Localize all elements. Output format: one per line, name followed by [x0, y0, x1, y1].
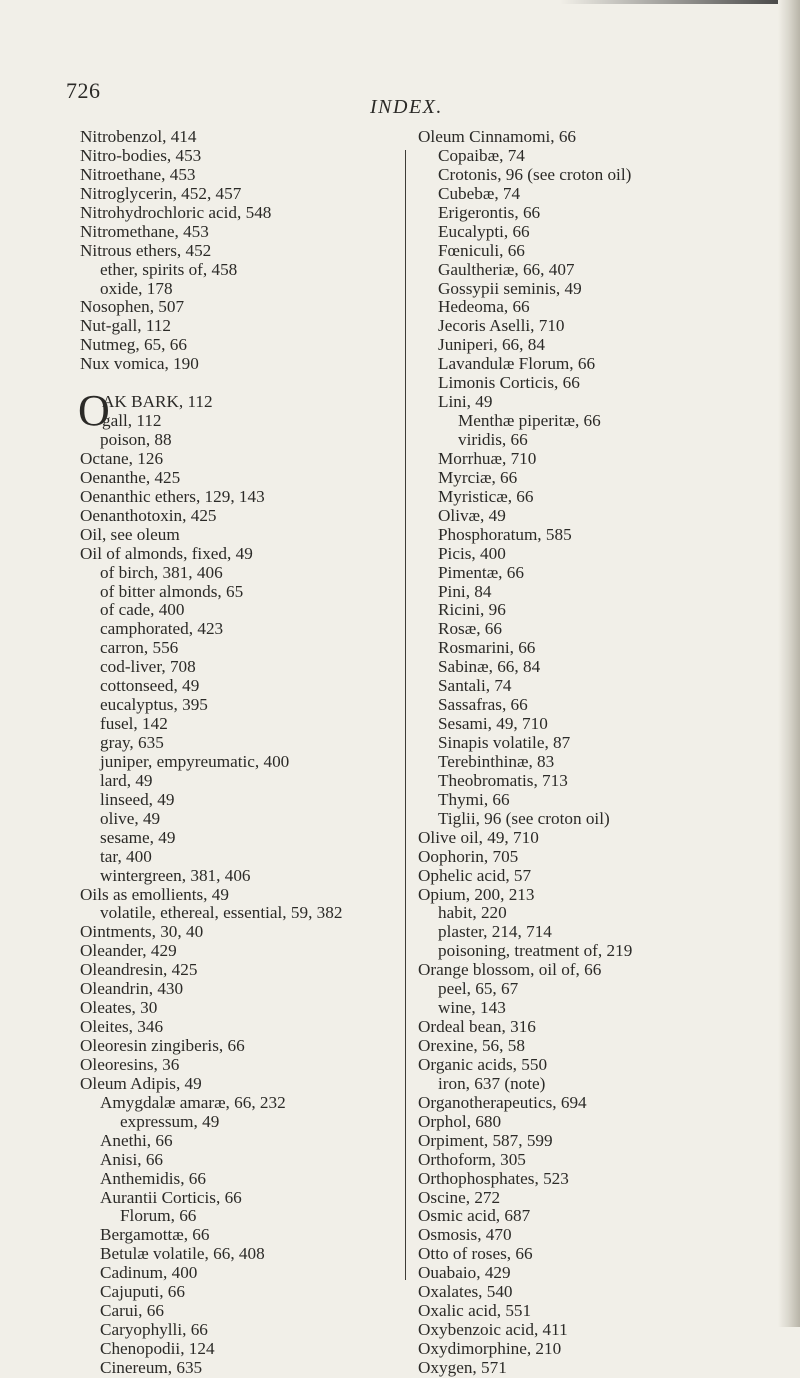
index-entry — [80, 128, 400, 147]
index-entry-text: habit, 220 — [438, 903, 507, 923]
index-entry-text: Bergamottæ, 66 — [100, 1225, 210, 1245]
index-entry-text: Oleandrin, 430 — [80, 979, 184, 999]
index-entry-text: Oleander, 429 — [80, 941, 177, 961]
index-entry-text: Nux vomica, 190 — [80, 354, 199, 374]
index-entry-text: Pimentæ, 66 — [438, 562, 524, 582]
index-entry-text: wintergreen, 381, 406 — [100, 865, 251, 885]
index-entry-text: Oleates, 30 — [80, 998, 158, 1018]
index-entry-text: Olivæ, 49 — [438, 505, 506, 525]
index-entry — [80, 469, 400, 488]
index-entry-text: Osmic acid, 687 — [418, 1206, 531, 1226]
index-entry-text: Caryophylli, 66 — [100, 1320, 208, 1340]
index-entry — [418, 715, 768, 734]
index-entry-text: Phosphoratum, 585 — [438, 524, 572, 544]
index-entry — [80, 1056, 400, 1075]
index-entry — [80, 242, 400, 261]
index-entry — [80, 488, 400, 507]
index-entry-text: Cajuputi, 66 — [100, 1282, 185, 1302]
index-entry-text: Oleum Adipis, 49 — [80, 1073, 202, 1093]
index-entry — [418, 488, 768, 507]
index-entry-text: Juniperi, 66, 84 — [438, 335, 545, 355]
index-entry-text: Carui, 66 — [100, 1301, 164, 1321]
index-entry-text: Oils as emollients, 49 — [80, 884, 229, 904]
index-entry — [418, 1226, 768, 1245]
index-entry — [80, 999, 400, 1018]
index-entry — [418, 431, 768, 450]
index-entry — [418, 336, 768, 355]
index-entry — [80, 431, 400, 450]
index-entry — [80, 848, 400, 867]
index-entry — [80, 753, 400, 772]
index-entry-text: Oleoresin zingiberis, 66 — [80, 1036, 245, 1055]
index-entry — [80, 1207, 400, 1226]
index-entry-text: carron, 556 — [100, 638, 179, 658]
index-entry — [80, 185, 400, 204]
index-entry — [80, 886, 400, 905]
index-entry — [418, 317, 768, 336]
index-entry-text: Oxalates, 540 — [418, 1282, 513, 1302]
index-entry-text: Nitroethane, 453 — [80, 164, 196, 184]
index-entry-text: wine, 143 — [438, 998, 506, 1018]
index-entry-text: Tiglii, 96 (see croton oil) — [438, 808, 610, 828]
index-entry-text: Olive oil, 49, 710 — [418, 827, 539, 847]
index-entry-text: Oxydimorphine, 210 — [418, 1339, 562, 1358]
index-entry-text: of bitter almonds, 65 — [100, 581, 244, 601]
index-entry-text: Chenopodii, 124 — [100, 1339, 215, 1358]
index-entry-text: Oleandresin, 425 — [80, 960, 198, 980]
index-entry-text: Picis, 400 — [438, 543, 506, 563]
index-entry-text: Nut-gall, 112 — [80, 316, 172, 336]
index-entry — [418, 1189, 768, 1208]
index-entry — [418, 204, 768, 223]
index-entry — [418, 886, 768, 905]
index-entry-text: Gossypii seminis, 49 — [438, 278, 582, 298]
index-entry-text: olive, 49 — [100, 808, 161, 828]
index-entry-text: Oophorin, 705 — [418, 846, 519, 866]
index-entry — [80, 601, 400, 620]
index-entry-text: Organotherapeutics, 694 — [418, 1092, 587, 1112]
index-entry-text: Amygdalæ amaræ, 66, 232 — [100, 1092, 286, 1112]
index-entry — [418, 772, 768, 791]
index-entry — [80, 526, 400, 545]
page-header — [0, 78, 800, 118]
index-entry — [418, 923, 768, 942]
index-entry-text: Thymi, 66 — [438, 789, 510, 809]
index-entry-text: Cinereum, 635 — [100, 1357, 203, 1377]
index-entry — [418, 1075, 768, 1094]
index-entry-text: juniper, empyreumatic, 400 — [100, 751, 290, 771]
index-entry — [80, 658, 400, 677]
index-entry — [418, 469, 768, 488]
index-entry — [80, 791, 400, 810]
index-entry — [80, 583, 400, 602]
index-entry — [80, 1037, 400, 1056]
index-entry-text: Octane, 126 — [80, 448, 164, 468]
index-entry — [418, 1037, 768, 1056]
index-entry-text: peel, 65, 67 — [438, 979, 519, 999]
index-entry-text: Oleum Cinnamomi, 66 — [418, 127, 577, 146]
index-entry — [80, 904, 400, 923]
index-entry-text: Fœniculi, 66 — [438, 240, 525, 260]
index-entry — [418, 639, 768, 658]
index-entry-text: Cadinum, 400 — [100, 1263, 198, 1283]
index-entry-text: Lini, 49 — [438, 392, 493, 412]
index-entry-text: gray, 635 — [100, 733, 164, 752]
index-entry — [418, 848, 768, 867]
index-entry-text: Orthoform, 305 — [418, 1149, 526, 1169]
index-entry — [418, 980, 768, 999]
index-entry-text: poison, 88 — [100, 430, 172, 449]
index-entry-text: Rosmarini, 66 — [438, 638, 536, 658]
index-entry — [418, 867, 768, 886]
index-entry — [80, 867, 400, 886]
index-entry — [80, 507, 400, 526]
index-entry-text: Orexine, 56, 58 — [418, 1036, 525, 1055]
index-entry — [418, 1340, 768, 1359]
index-entry — [80, 336, 400, 355]
index-entry — [418, 1207, 768, 1226]
index-entry — [418, 601, 768, 620]
index-entry-text: AK BARK, 112 — [102, 392, 213, 412]
index-entry-text: Crotonis, 96 (see croton oil) — [438, 164, 632, 184]
index-entry-text: fusel, 142 — [100, 714, 168, 734]
index-entry-text: Orphol, 680 — [418, 1111, 502, 1131]
page-right-edge — [778, 0, 800, 1327]
index-entry — [80, 1094, 400, 1113]
index-entry-text: Ricini, 96 — [438, 600, 506, 620]
index-entry — [418, 1018, 768, 1037]
index-entry — [418, 280, 768, 299]
index-entry — [418, 261, 768, 280]
index-entry — [80, 942, 400, 961]
index-entry — [80, 564, 400, 583]
index-entry-text: volatile, ethereal, essential, 59, 382 — [100, 903, 343, 923]
index-entry-text: Nitromethane, 453 — [80, 221, 209, 241]
index-entry-text: of cade, 400 — [100, 600, 185, 620]
index-entry-text: Rosæ, 66 — [438, 619, 502, 639]
index-entry-text: Nitrobenzol, 414 — [80, 127, 197, 146]
index-entry — [80, 147, 400, 166]
index-entry-text: Sassafras, 66 — [438, 695, 528, 715]
index-entry-text: Eucalypti, 66 — [438, 221, 530, 241]
index-entry — [418, 1302, 768, 1321]
index-entry — [418, 1359, 768, 1378]
index-entry — [80, 1245, 400, 1264]
index-entry — [80, 1340, 400, 1359]
index-entry-text: oxide, 178 — [100, 278, 173, 298]
index-entry — [418, 1170, 768, 1189]
index-entry — [80, 1151, 400, 1170]
index-entry-text: Oil, see oleum — [80, 524, 180, 544]
index-entry-text: Myrciæ, 66 — [438, 467, 518, 487]
index-entry-text: plaster, 214, 714 — [438, 922, 552, 942]
index-entry-text: Orthophosphates, 523 — [418, 1168, 569, 1188]
index-entry-text: Copaibæ, 74 — [438, 145, 525, 165]
index-entry — [418, 810, 768, 829]
index-entry — [80, 1075, 400, 1094]
index-entry-text: Gaultheriæ, 66, 407 — [438, 259, 575, 279]
index-entry-text: Limonis Corticis, 66 — [438, 373, 580, 393]
index-entry-text: Anisi, 66 — [100, 1149, 164, 1169]
index-entry-text: Oscine, 272 — [418, 1187, 501, 1207]
index-entry — [80, 696, 400, 715]
index-entry-text: Oxalic acid, 551 — [418, 1301, 532, 1321]
index-entry — [418, 1264, 768, 1283]
index-entry — [418, 1094, 768, 1113]
index-entry-text: Aurantii Corticis, 66 — [100, 1187, 242, 1207]
index-entry — [80, 1170, 400, 1189]
index-entry — [80, 829, 400, 848]
index-entry — [80, 715, 400, 734]
index-entry — [80, 1283, 400, 1302]
index-entry — [80, 261, 400, 280]
index-entry-text: Menthæ piperitæ, 66 — [458, 411, 601, 431]
index-entry — [80, 1302, 400, 1321]
index-entry-text: Erigerontis, 66 — [438, 202, 541, 222]
index-entry-text: Jecoris Aselli, 710 — [438, 316, 565, 336]
index-entry — [80, 1132, 400, 1151]
index-entry-text: Nosophen, 507 — [80, 297, 185, 317]
index-entry — [80, 545, 400, 564]
index-entry — [418, 1132, 768, 1151]
index-entry-text: expressum, 49 — [120, 1111, 220, 1131]
index-entry — [80, 1359, 400, 1378]
index-entry-text: Otto of roses, 66 — [418, 1244, 533, 1264]
index-entry — [80, 355, 400, 374]
column-divider — [405, 150, 406, 1280]
index-entry — [418, 545, 768, 564]
index-entry — [418, 677, 768, 696]
index-entry — [418, 242, 768, 261]
index-entry — [80, 1113, 400, 1132]
index-entry — [80, 810, 400, 829]
index-entry — [80, 223, 400, 242]
index-entry — [418, 147, 768, 166]
index-entry — [80, 374, 400, 393]
index-entry-text: linseed, 49 — [100, 789, 175, 809]
section-drop-cap: O — [78, 386, 110, 436]
index-entry-text: Morrhuæ, 710 — [438, 448, 537, 468]
index-entry — [418, 904, 768, 923]
index-entry — [80, 412, 400, 431]
index-entry — [418, 298, 768, 317]
index-entry-text: poisoning, treatment of, 219 — [438, 941, 633, 961]
index-entry-text: Lavandulæ Florum, 66 — [438, 354, 596, 374]
index-column-right — [418, 128, 768, 1378]
index-entry-text: Anthemidis, 66 — [100, 1168, 206, 1188]
index-entry-text: Sesami, 49, 710 — [438, 714, 548, 734]
index-entry-text: Oenanthic ethers, 129, 143 — [80, 486, 265, 506]
index-entry — [80, 280, 400, 299]
index-entry-text: Organic acids, 550 — [418, 1054, 548, 1074]
index-entry — [80, 772, 400, 791]
page-number: 726 — [66, 78, 101, 103]
index-entry — [418, 583, 768, 602]
page-top-edge-shadow — [560, 0, 800, 4]
index-entry-text: Sabinæ, 66, 84 — [438, 657, 541, 677]
index-entry — [418, 355, 768, 374]
index-entry-text: camphorated, 423 — [100, 619, 224, 639]
index-entry — [80, 204, 400, 223]
index-entry-text: Oleites, 346 — [80, 1017, 164, 1037]
index-entry — [80, 298, 400, 317]
index-entry — [418, 374, 768, 393]
index-entry-text: Orange blossom, oil of, 66 — [418, 960, 602, 980]
index-entry-text: Santali, 74 — [438, 676, 512, 696]
index-entry — [80, 166, 400, 185]
index-entry-text: Nitroglycerin, 452, 457 — [80, 183, 242, 203]
index-entry — [418, 412, 768, 431]
index-entry — [80, 317, 400, 336]
index-entry-text: Nutmeg, 65, 66 — [80, 335, 187, 355]
index-entry — [80, 450, 400, 469]
index-entry — [80, 1189, 400, 1208]
index-entry — [418, 829, 768, 848]
index-entry-text: ether, spirits of, 458 — [100, 259, 238, 279]
index-entry — [80, 677, 400, 696]
index-entry — [418, 1283, 768, 1302]
index-entry — [418, 564, 768, 583]
index-entry — [418, 185, 768, 204]
index-entry-text: gall, 112 — [102, 411, 162, 431]
index-entry — [80, 734, 400, 753]
index-entry-text: Betulæ volatile, 66, 408 — [100, 1244, 265, 1264]
index-entry — [80, 1018, 400, 1037]
index-entry — [418, 999, 768, 1018]
index-entry — [418, 128, 768, 147]
index-entry-text: Oleoresins, 36 — [80, 1054, 180, 1074]
index-entry-text: Orpiment, 587, 599 — [418, 1130, 553, 1150]
index-entry-text: Oxybenzoic acid, 411 — [418, 1320, 568, 1340]
index-entry-text: Cubebæ, 74 — [438, 183, 521, 203]
index-entry-text: Anethi, 66 — [100, 1130, 173, 1150]
index-entry-text: Theobromatis, 713 — [438, 770, 568, 790]
index-entry-text: Hedeoma, 66 — [438, 297, 530, 317]
index-entry — [418, 1056, 768, 1075]
index-entry — [418, 961, 768, 980]
index-entry — [80, 1321, 400, 1340]
index-entry-text: Pini, 84 — [438, 581, 492, 601]
index-column-left — [80, 128, 400, 1378]
index-entry — [418, 393, 768, 412]
index-entry — [80, 620, 400, 639]
index-entry-text: lard, 49 — [100, 770, 153, 790]
index-entry — [80, 639, 400, 658]
index-entry-text: Ouabaio, 429 — [418, 1263, 511, 1283]
index-entry-text: Nitrohydrochloric acid, 548 — [80, 202, 272, 222]
index-entry-text: sesame, 49 — [100, 827, 176, 847]
index-entry-text: of birch, 381, 406 — [100, 562, 223, 582]
index-entry — [80, 980, 400, 999]
index-entry-text: Oenanthe, 425 — [80, 467, 181, 487]
index-entry — [418, 223, 768, 242]
index-entry — [418, 942, 768, 961]
index-entry — [418, 166, 768, 185]
index-entry — [80, 1264, 400, 1283]
index-entry-text: Florum, 66 — [120, 1206, 197, 1226]
index-entry — [80, 961, 400, 980]
index-entry — [418, 791, 768, 810]
index-entry-text: Nitrous ethers, 452 — [80, 240, 212, 260]
index-entry-text: Oil of almonds, fixed, 49 — [80, 543, 253, 563]
index-entry — [80, 923, 400, 942]
index-entry — [418, 734, 768, 753]
index-entry — [418, 1113, 768, 1132]
index-entry-text: Oenanthotoxin, 425 — [80, 505, 217, 525]
index-entry — [418, 696, 768, 715]
index-entry-text: Opium, 200, 213 — [418, 884, 535, 904]
index-entry — [418, 526, 768, 545]
index-entry — [418, 1151, 768, 1170]
index-entry-text: Myristicæ, 66 — [438, 486, 534, 506]
index-entry — [418, 507, 768, 526]
index-entry-text: Sinapis volatile, 87 — [438, 733, 571, 752]
index-entry-text: Ophelic acid, 57 — [418, 865, 532, 885]
index-entry — [418, 450, 768, 469]
index-entry-text: eucalyptus, 395 — [100, 695, 208, 715]
index-entry — [418, 658, 768, 677]
index-entry-text: viridis, 66 — [458, 430, 528, 449]
index-entry-text: tar, 400 — [100, 846, 152, 866]
index-entry-text: Ordeal bean, 316 — [418, 1017, 536, 1037]
running-head: INDEX. — [370, 96, 443, 118]
index-entry-text: cod-liver, 708 — [100, 657, 196, 677]
index-entry-text: Nitro-bodies, 453 — [80, 145, 202, 165]
index-entry — [418, 620, 768, 639]
index-entry — [418, 1245, 768, 1264]
index-entry-text: Terebinthinæ, 83 — [438, 751, 555, 771]
index-entry-text: iron, 637 (note) — [438, 1073, 546, 1093]
index-entry — [418, 753, 768, 772]
index-entry-text: cottonseed, 49 — [100, 676, 200, 696]
index-entry-text: Osmosis, 470 — [418, 1225, 512, 1245]
index-entry-text: Ointments, 30, 40 — [80, 922, 204, 942]
index-entry — [80, 1226, 400, 1245]
index-entry — [418, 1321, 768, 1340]
index-entry-text: Oxygen, 571 — [418, 1357, 507, 1377]
